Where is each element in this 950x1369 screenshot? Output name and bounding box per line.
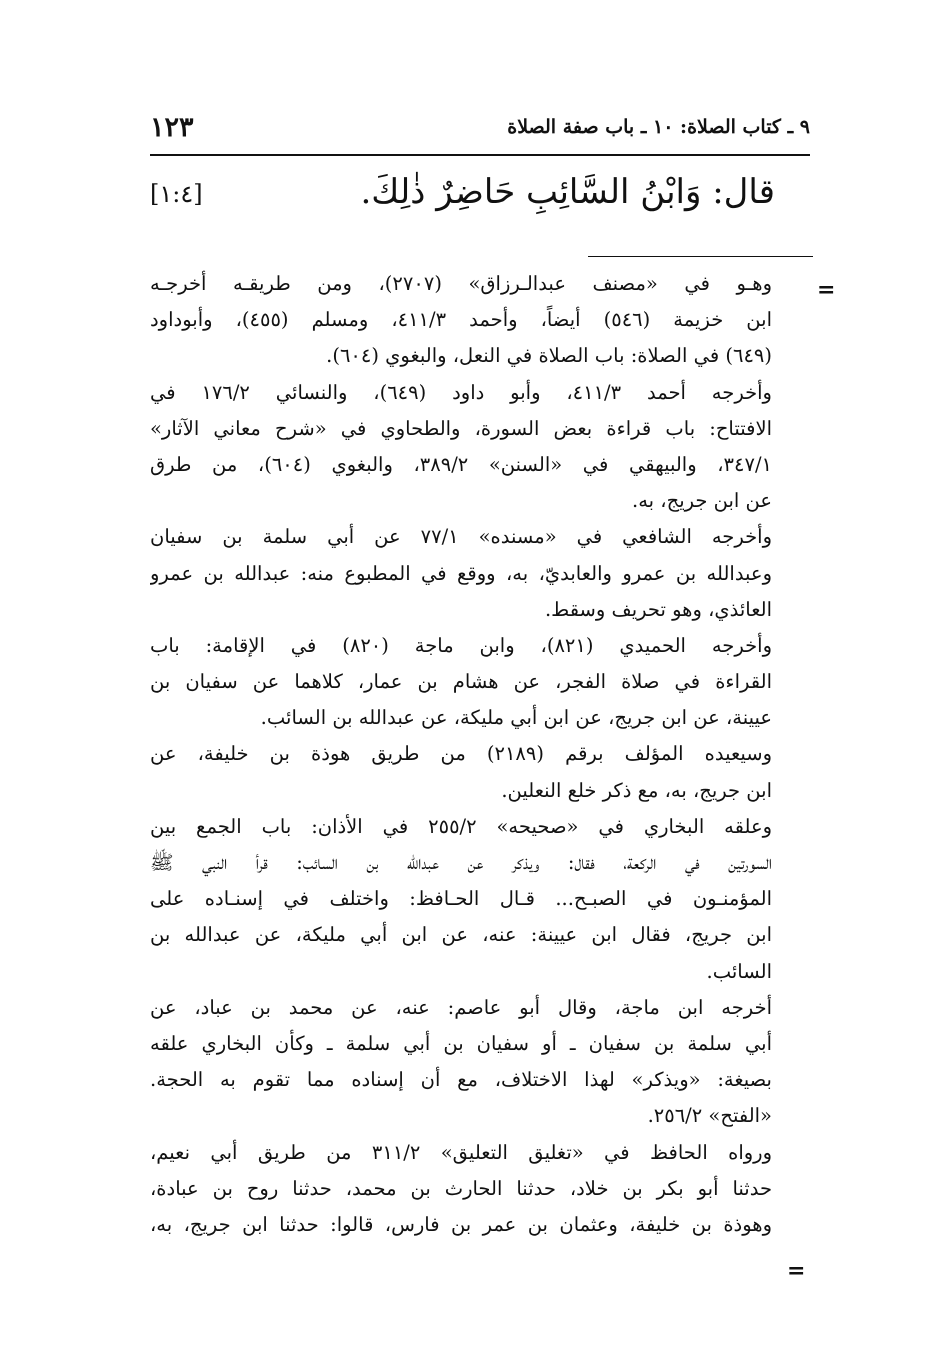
- main-text: قال: وَابْنُ السَّائِبِ حَاضِرٌ ذٰلِكَ.: [360, 172, 775, 212]
- footnote-line: القراءة في صلاة الفجر، عن هشام بن عمار، كلاهما عن سفيان بن: [150, 670, 772, 694]
- footnote-line: (٦٤٩) في الصلاة: باب الصلاة في النعل، والبغوي (٦٠٤).: [326, 344, 772, 368]
- footnote-line: وعبدالله بن عمرو والعابديّ، به، ووقع في المطبوع منه: عبدالله بن عمرو: [150, 561, 772, 585]
- footnote-line: وعلقه البخاري في «صحيحه» ٢٥٥/٢ في الأذان: باب الجمع بين: [150, 814, 772, 838]
- footnote-line: أبي سلمة بن سفيان ـ أو سفيان بن أبي سلمة ـ وكأن البخاري علقه: [150, 1031, 772, 1055]
- footnotes: [150, 266, 772, 1243]
- footnote-line: وأخرجه الحميدي (٨٢١)، وابن ماجة (٨٢٠) في الإقامة: باب: [150, 633, 772, 657]
- footnote-line: عن ابن جريج، به.: [632, 489, 772, 513]
- footnote-line: وهوذة بن خليفة، وعثمان بن عمر بن فارس، قالوا: حدثنا ابن جريج، به،: [150, 1212, 772, 1236]
- footnote-line: وأخرجه أحمد ٤١١/٣، وأبو داود (٦٤٩)، والنسائي ١٧٦/٢ في: [150, 380, 772, 404]
- footnote-line: ابن خزيمة (٥٤٦) أيضاً، وأحمد ٤١١/٣، ومسلم (٤٥٥)، وأبوداود: [150, 308, 772, 332]
- running-head: ٩ ـ كتاب الصلاة: ١٠ ـ باب صفة الصلاة: [507, 116, 810, 138]
- header-rule: [150, 154, 810, 156]
- footnote-line: حدثنا أبو بكر بن خلاد، حدثنا الحارث بن محمد، حدثنا روح بن عبادة،: [150, 1176, 772, 1200]
- footnote-line: بصيغة: «ويذكر» لهذا الاختلاف، مع أن إسناده مما تقوم به الحجة.: [150, 1068, 772, 1092]
- footnote-line: ابن جريج، فقال ابن عيينة: عنه، عن ابن أبي مليكة، عن عبدالله بن: [150, 923, 772, 947]
- hadith-reference: [١:٤]: [150, 180, 203, 208]
- footnote-line: وأخرجه الشافعي في «مسنده» ٧٧/١ عن أبي سلمة بن سفيان: [150, 525, 772, 549]
- page-number: ١٢٣: [150, 112, 194, 143]
- footnote-line: عيينة، عن ابن جريج، عن ابن أبي مليكة، عن عبدالله بن السائب.: [260, 706, 772, 730]
- footnote-line: السائب.: [706, 959, 772, 983]
- footnote-line: ورواه الحافظ في «تغليق التعليق» ٣١١/٢ من طريق أبي نعيم،: [150, 1140, 772, 1164]
- footnote-line: وسيعيده المؤلف برقم (٢١٨٩) من طريق هوذة بن خليفة، عن: [150, 742, 772, 766]
- footnote-line: المؤمنـون في الصبـح... قـال الحـافظ: واختلف في إسنـاده على: [150, 887, 772, 911]
- footnote-line: «الفتح» ٢٥٦/٢.: [647, 1104, 772, 1128]
- footnote-rule: [588, 256, 813, 257]
- footnote-line: وهـو في «مصنف عبدالـرزاق» (٢٧٠٧)، ومن طريقـه أخرجـه: [150, 272, 772, 295]
- footnote-continuation-mark-top: =: [817, 277, 836, 303]
- page-header: [150, 112, 810, 148]
- footnote-line: السورتين في الركعة، فقال: ويذكر عن عبدالله بن السائب: قرأ النبي ﷺ: [150, 851, 772, 874]
- footnote-continuation-mark-bottom: =: [787, 1258, 806, 1284]
- footnote-line: العائذي، وهو تحريف وسقط.: [544, 597, 772, 621]
- footnote-line: ابن جريج، به، مع ذكر خلع النعلين.: [501, 778, 772, 802]
- footnote-line: الافتتاح: باب قراءة بعض السورة، والطحاوي في «شرح معاني الآثار»: [150, 416, 772, 440]
- footnote-line: ٣٤٧/١، والبيهقي في «السنن» ٣٨٩/٢، والبغوي (٦٠٤)، من طرق: [150, 452, 772, 476]
- footnote-line: أخرجه ابن ماجة، وقال أبو عاصم: عنه، عن محمد بن عباد، عن: [150, 995, 772, 1019]
